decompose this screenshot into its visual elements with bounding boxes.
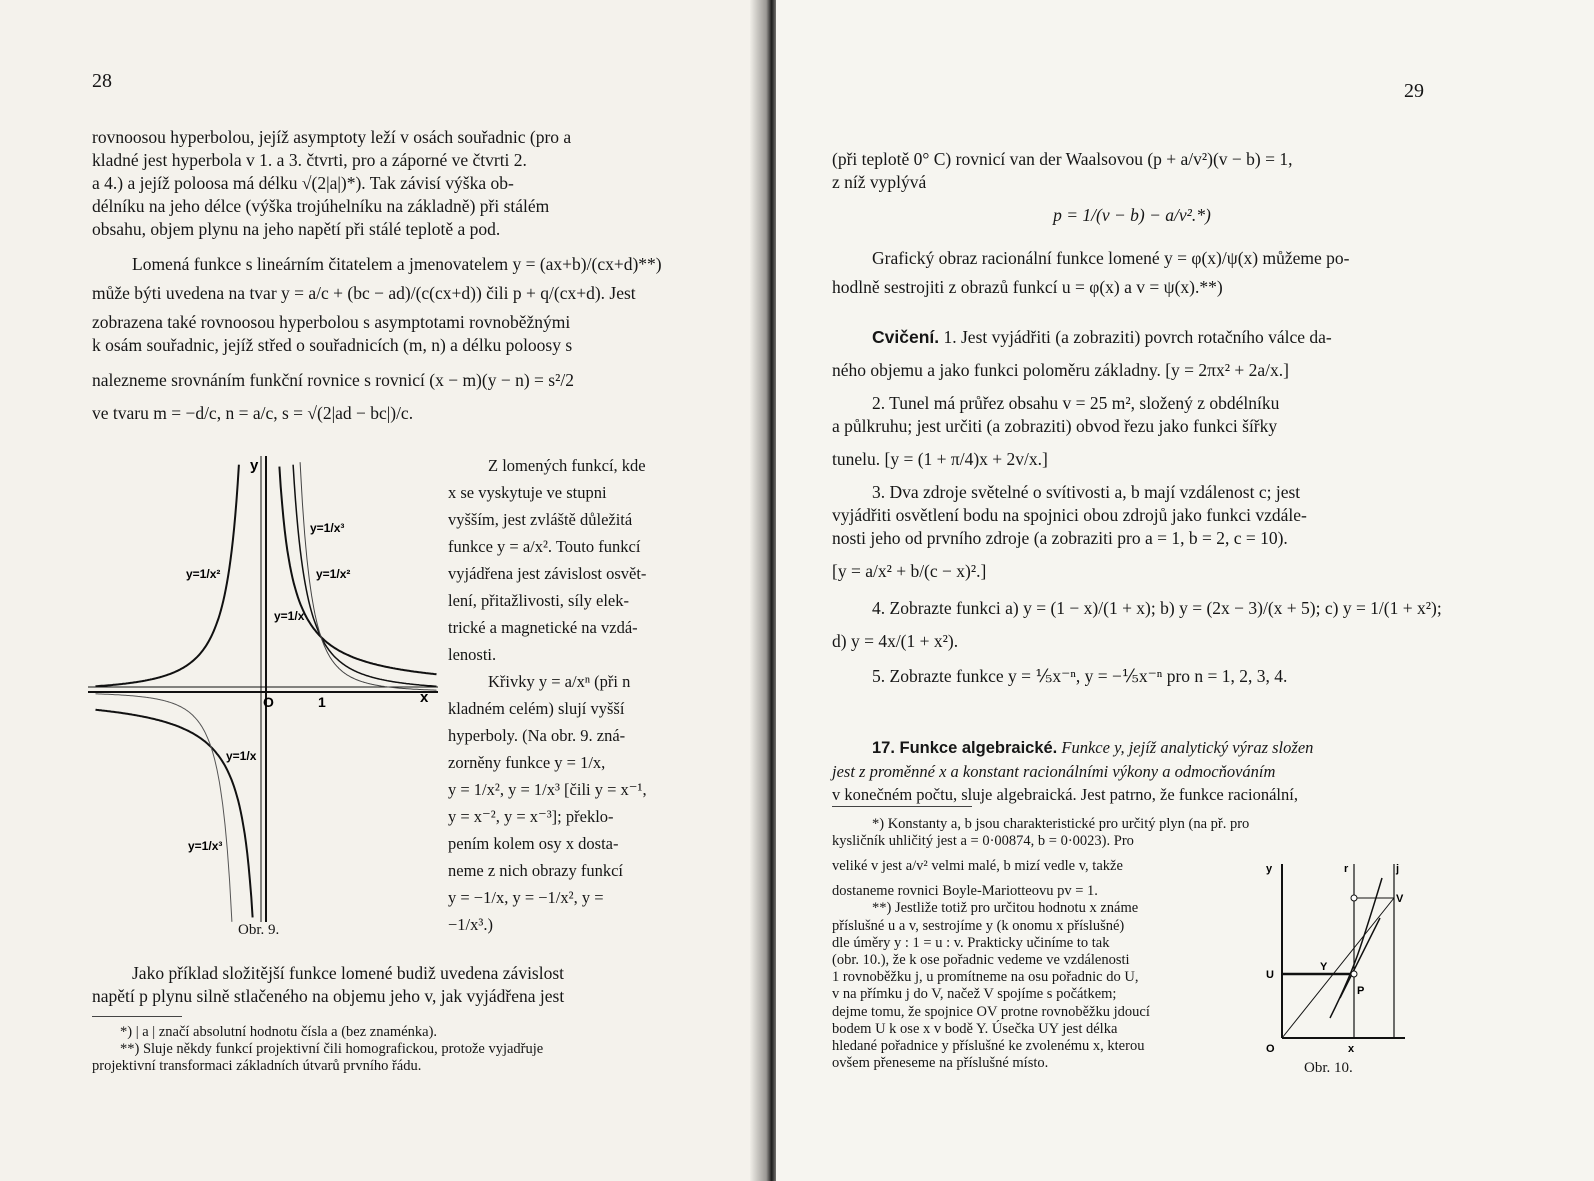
curve-label: y=1/x bbox=[274, 609, 305, 623]
text-line: ve tvaru m = −d/c, n = a/c, s = √(2|ad − bc|)/c. bbox=[92, 403, 414, 423]
line-OV bbox=[1282, 898, 1394, 1038]
label-V: V bbox=[1396, 893, 1404, 905]
label-P: P bbox=[1357, 985, 1365, 997]
label-Y: Y bbox=[1320, 961, 1328, 973]
text-line: obsahu, objem plynu na jeho napětí při stálé teplotě a pod. bbox=[92, 219, 501, 239]
exercise-heading: Cvičení. bbox=[872, 327, 940, 347]
text-line: vyšším, jest zvláště důležitá bbox=[448, 510, 633, 529]
curve-label: y=1/x³ bbox=[188, 839, 223, 853]
left-side-text bbox=[448, 452, 684, 938]
exercise-line: tunelu. [y = (1 + π/4)x + 2v/x.] bbox=[832, 449, 1048, 469]
footnote-rule bbox=[832, 806, 972, 807]
left-page bbox=[0, 0, 766, 1181]
text-line: zorněny funkce y = 1/x, bbox=[448, 753, 606, 772]
point-v bbox=[1351, 895, 1357, 901]
footnote-line: dle úměry y : 1 = u : v. Prakticky učiníme to tak bbox=[832, 934, 1110, 951]
figure-9-caption: Obr. 9. bbox=[238, 922, 280, 938]
footnote-line: v na přímku j do V, načež V spojíme s počátkem; bbox=[832, 986, 1117, 1003]
text-line: vyjádřena jest závislost osvět- bbox=[448, 564, 647, 583]
hyperbola-plot bbox=[88, 452, 440, 940]
curve-1-over-x3-third bbox=[96, 694, 232, 922]
text-line: y = 1/x², y = 1/x³ [čili y = x⁻¹, bbox=[448, 780, 647, 799]
text-line: y = x⁻², y = x⁻³]; překlo- bbox=[448, 807, 614, 826]
construction-diagram bbox=[1260, 858, 1410, 1058]
text-line: nalezneme srovnáním funkční rovnice s rovnicí (x − m)(y − n) = s²/2 bbox=[92, 370, 574, 390]
page-number: 29 bbox=[1404, 80, 1424, 102]
curve-label: y=1/x³ bbox=[310, 521, 345, 535]
unit-label: 1 bbox=[318, 694, 326, 710]
label-x: x bbox=[1348, 1043, 1355, 1055]
footnote-line: projektivní transformaci základních útvarů prvního řádu. bbox=[92, 1058, 422, 1074]
footnote-line: dostaneme rovnici Boyle-Mariotteovu pv = 1. bbox=[832, 883, 1098, 900]
footnote-line: veliké v jest a/v² velmi malé, b mizí vedle v, takže bbox=[832, 858, 1123, 874]
page-number: 28 bbox=[92, 70, 112, 92]
label-y: y bbox=[1266, 863, 1273, 875]
left-body-bottom bbox=[92, 962, 682, 1008]
text-line: kladném celém) slují vyšší bbox=[448, 699, 625, 718]
text-line: může býti uvedena na tvar y = a/c + (bc − ad)/(c(cx+d)) čili p + q/(cx+d). Jest bbox=[92, 283, 636, 303]
footnote-line: **) Jestliže totiž pro určitou hodnotu x známe bbox=[872, 900, 1139, 917]
exercise-line: [y = a/x² + b/(c − x)².] bbox=[832, 561, 987, 581]
text-line: (při teplotě 0° C) rovnicí van der Waalsovou (p + a/v²)(v − b) = 1, bbox=[832, 149, 1293, 169]
section-17 bbox=[832, 736, 1432, 806]
section-line: jest z proměnné x a konstant racionálními výkony a odmocňováním bbox=[832, 762, 1276, 781]
text-line: k osám souřadnic, jejíž střed o souřadnicích (m, n) a délku poloosy s bbox=[92, 335, 573, 355]
section-line: v konečném počtu, sluje algebraická. Jest patrno, že funkce racionální, bbox=[832, 785, 1298, 804]
section-line: 17. Funkce algebraické. Funkce y, jejíž analytický výraz složen bbox=[872, 738, 1314, 757]
footnote-line: *) Konstanty a, b jsou charakteristické pro určitý plyn (na př. pro bbox=[872, 816, 1250, 832]
curve-label: y=1/x² bbox=[316, 567, 351, 581]
text-line: Křivky y = a/xⁿ (při n bbox=[488, 672, 631, 691]
text-line: Grafický obraz racionální funkce lomené y = φ(x)/ψ(x) můžeme po- bbox=[872, 248, 1350, 268]
text-line: kladné jest hyperbola v 1. a 3. čtvrti, pro a záporné ve čtvrti 2. bbox=[92, 150, 527, 170]
point-p bbox=[1351, 971, 1357, 977]
text-line: hyperboly. (Na obr. 9. zná- bbox=[448, 726, 626, 745]
footnote-rule bbox=[92, 1016, 182, 1017]
text-line: pením kolem osy x dosta- bbox=[448, 834, 619, 853]
text-line: neme z nich obrazy funkcí bbox=[448, 861, 624, 880]
axis-label-y: y bbox=[250, 457, 259, 474]
exercise-line: nosti jeho od prvního zdroje (a zobraziti pro a = 1, b = 2, c = 10). bbox=[832, 528, 1288, 548]
text-line: Z lomených funkcí, kde bbox=[488, 456, 646, 475]
left-body-top bbox=[92, 126, 682, 425]
exercises bbox=[832, 326, 1442, 688]
footnote-line: bodem U k ose x v bodě Y. Úsečka UY jest délka bbox=[832, 1020, 1118, 1037]
exercise-line: 5. Zobrazte funkce y = ⅕x⁻ⁿ, y = −⅕x⁻ⁿ pro n = 1, 2, 3, 4. bbox=[872, 666, 1288, 686]
text-line: zobrazena také rovnoosou hyperbolou s asymptotami rovnoběžnými bbox=[92, 312, 571, 332]
footnote-line: *) | a | značí absolutní hodnotu čísla a (bez znaménka). bbox=[120, 1024, 438, 1040]
text-line: rovnoosou hyperbolou, jejíž asymptoty leží v osách souřadnic (pro a bbox=[92, 127, 572, 147]
footnote-line: příslušné u a v, sestrojíme y (k onomu x příslušné) bbox=[832, 917, 1125, 934]
text-line: x se vyskytuje ve stupni bbox=[448, 483, 607, 502]
text-line: funkce y = a/x². Touto funkcí bbox=[448, 537, 641, 556]
exercise-line: vyjádřiti osvětlení bodu na spojnici obou zdrojů jako funkci vzdále- bbox=[832, 505, 1307, 525]
formula: p = 1/(v − b) − a/v².*) bbox=[1053, 205, 1211, 225]
text-line: hodlně sestrojiti z obrazů funkcí u = φ(x) a v = ψ(x).**) bbox=[832, 277, 1223, 297]
figure-10-caption: Obr. 10. bbox=[1304, 1060, 1353, 1076]
exercise-line: ného objemu a jako funkci poloměru základny. [y = 2πx² + 2a/x.] bbox=[832, 360, 1289, 380]
exercise-line: 4. Zobrazte funkci a) y = (1 − x)/(1 + x); b) y = (2x − 3)/(x + 5); c) y = 1/(1 + x²); bbox=[872, 598, 1442, 618]
footnote-line: **) Sluje někdy funkcí projektivní čili homografickou, protože vyjadřuje bbox=[120, 1041, 544, 1057]
exercise-line: d) y = 4x/(1 + x²). bbox=[832, 631, 959, 651]
text-line: napětí p plynu silně stlačeného na objemu jeho v, jak vyjádřena jest bbox=[92, 986, 565, 1006]
axis-label-x: x bbox=[420, 689, 429, 706]
figure-10 bbox=[1260, 858, 1410, 1078]
curve-label: y=1/x bbox=[226, 749, 257, 763]
footnote-line: (obr. 10.), že k ose pořadnic vedeme ve vzdálenosti bbox=[832, 952, 1130, 969]
exercise-line: a půlkruhu; jest určiti (a zobraziti) obvod řezu jako funkci šířky bbox=[832, 416, 1278, 436]
text-line: trické a magnetické na vzdá- bbox=[448, 618, 638, 637]
right-footnotes-column bbox=[832, 858, 1252, 1072]
right-footnotes-top bbox=[832, 816, 1432, 850]
exercise-line: 2. Tunel má průřez obsahu v = 25 m², složený z obdélníku bbox=[872, 393, 1280, 413]
curve-label: y=1/x² bbox=[186, 567, 221, 581]
text-line: délníku na jeho délce (výška trojúhelníku na základně) při stálém bbox=[92, 196, 550, 216]
right-page bbox=[776, 0, 1594, 1181]
text-line: lení, přitažlivosti, síly elek- bbox=[448, 591, 630, 610]
footnote-line: hledané pořadnice y příslušné ke zvolenému x, kterou bbox=[832, 1038, 1145, 1055]
label-r: r bbox=[1344, 863, 1349, 875]
curve-1-over-x-third bbox=[96, 710, 253, 918]
origin-label: O bbox=[263, 694, 274, 710]
right-body-top bbox=[832, 148, 1432, 299]
label-O: O bbox=[1266, 1043, 1275, 1055]
text-line: Lomená funkce s lineárním čitatelem a jmenovatelem y = (ax+b)/(cx+d)**) bbox=[132, 254, 662, 274]
text-line: a 4.) a jejíž poloosa má délku √(2|a|)*). Tak závisí výška ob- bbox=[92, 173, 514, 193]
exercise-line: 3. Dva zdroje světelné o svítivosti a, b mají vzdálenost c; jest bbox=[872, 482, 1301, 502]
text-line: z níž vyplývá bbox=[832, 172, 927, 192]
figure-9 bbox=[88, 452, 440, 940]
curve-1-over-x2 bbox=[293, 465, 436, 687]
text-line: y = −1/x, y = −1/x², y = bbox=[448, 888, 604, 907]
footnote-line: dejme tomu, že spojnice OV protne rovnoběžku jdoucí bbox=[832, 1003, 1150, 1020]
footnote-line: ovšem přeneseme na příslušné místo. bbox=[832, 1055, 1049, 1072]
exercise-line: Cvičení. 1. Jest vyjádřiti (a zobraziti) povrch rotačního válce da- bbox=[872, 327, 1332, 347]
label-j: j bbox=[1396, 863, 1400, 875]
text-line: lenosti. bbox=[448, 645, 497, 664]
footnote-line: kysličník uhličitý jest a = 0·00874, b = 0·0023). Pro bbox=[832, 833, 1134, 849]
left-footnotes bbox=[92, 1024, 692, 1075]
footnote-line: 1 rovnoběžku j, u promítneme na osu pořadnic do U, bbox=[832, 969, 1139, 986]
text-line: Jako příklad složitější funkce lomené budiž uvedena závislost bbox=[132, 963, 565, 983]
text-line: −1/x³.) bbox=[448, 915, 493, 934]
section-heading: 17. Funkce algebraické. bbox=[872, 739, 1058, 757]
label-U: U bbox=[1266, 969, 1274, 981]
